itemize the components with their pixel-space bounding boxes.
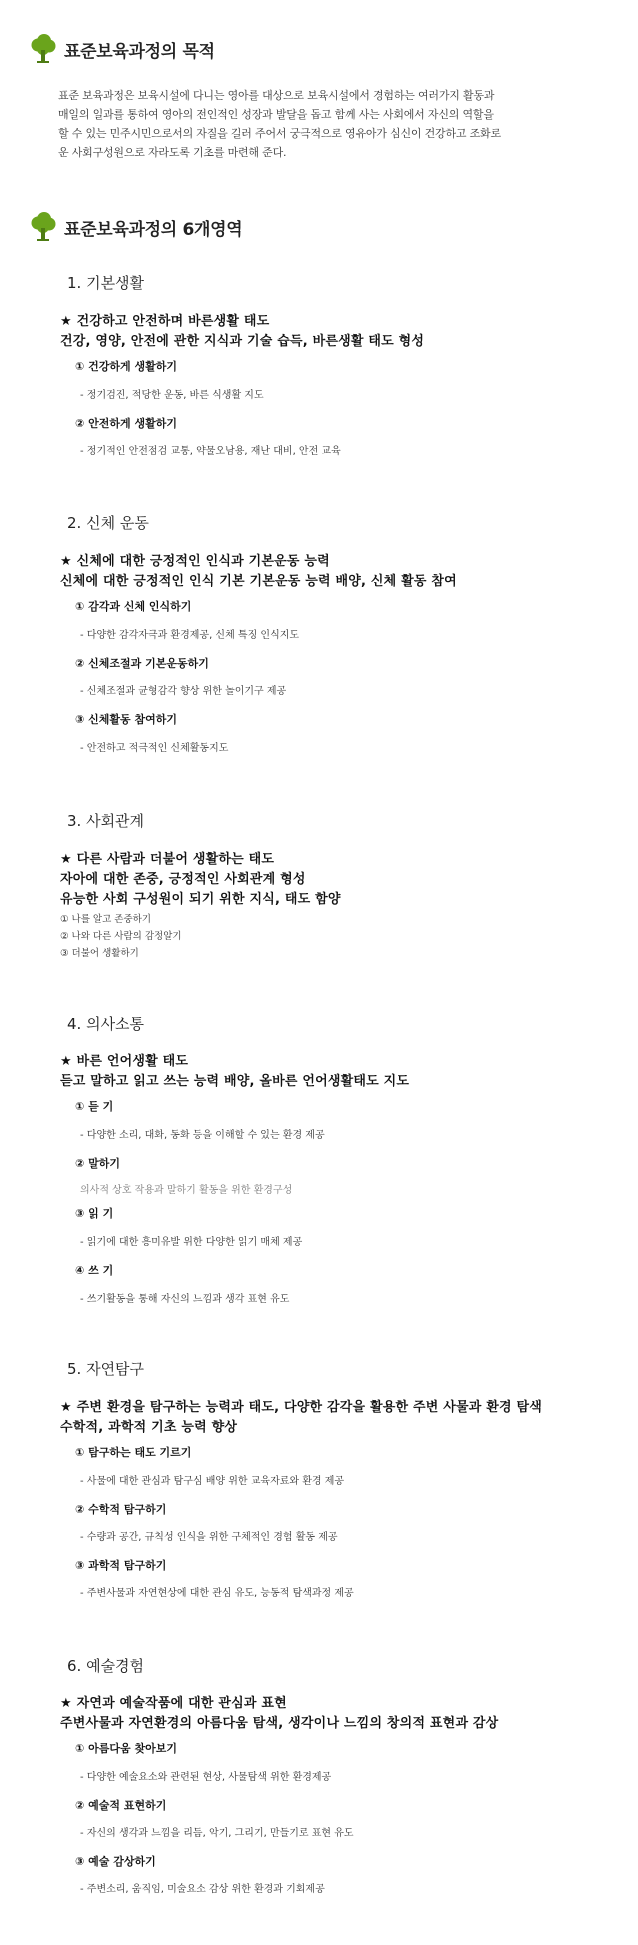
area-4-bold-line: ★ 바른 언어생활 태도 <box>60 1054 189 1069</box>
purpose-line: 매일의 일과를 통하여 영아의 전인적인 성장과 발달을 돕고 함께 사는 사회에서 자신의 역할을 <box>58 108 494 121</box>
area-4-item-desc: 의사적 상호 작용과 말하기 활동을 위한 환경구성 <box>80 1185 293 1196</box>
area-2-bold-line: 신체에 대한 긍정적인 인식 기본 기본운동 능력 배양, 신체 활동 참여 <box>60 574 457 589</box>
area-1-item-desc: - 정기검진, 적당한 운동, 바른 식생활 지도 <box>80 390 264 401</box>
purpose-heading <box>30 32 215 66</box>
area-5-item-desc: - 수량과 공간, 규칙성 인식을 위한 구체적인 경험 활동 제공 <box>80 1532 338 1543</box>
area-6-item-title: ③ 예술 감상하기 <box>75 1855 156 1868</box>
area-2-item-desc: - 다양한 감각자극과 환경제공, 신체 특징 인식지도 <box>80 630 300 641</box>
area-3-item: ① 나를 알고 존중하기 <box>60 914 151 925</box>
area-6-title: 6. 예술경험 <box>67 1657 145 1675</box>
area-6-item-desc: - 다양한 예술요소와 관련된 현상, 사물탐색 위한 환경제공 <box>80 1772 332 1783</box>
area-3-title: 3. 사회관계 <box>67 812 145 830</box>
area-2-item-title: ① 감각과 신체 인식하기 <box>75 600 192 613</box>
area-3-item: ② 나와 다른 사람의 감정알기 <box>60 931 182 942</box>
area-5-item-desc: - 사물에 대한 관심과 탐구심 배양 위한 교육자료와 환경 제공 <box>80 1476 345 1487</box>
area-4-item-title: ③ 읽 기 <box>75 1207 114 1220</box>
areas-title: 표준보육과정의 6개영역 <box>64 219 243 240</box>
purpose-paragraph <box>58 86 606 162</box>
area-4-item-title: ① 듣 기 <box>75 1100 114 1113</box>
area-4-item-title: ④ 쓰 기 <box>75 1264 114 1277</box>
tree-icon <box>30 212 56 242</box>
area-2-item-desc: - 신체조절과 균형감각 향상 위한 놀이기구 제공 <box>80 686 287 697</box>
area-4-title: 4. 의사소통 <box>67 1015 145 1033</box>
area-5-item-desc: - 주변사물과 자연현상에 대한 관심 유도, 능동적 탐색과정 제공 <box>80 1588 354 1599</box>
area-5-item-title: ② 수학적 탐구하기 <box>75 1503 167 1516</box>
area-4-bold-line: 듣고 말하고 읽고 쓰는 능력 배양, 올바른 언어생활태도 지도 <box>60 1074 410 1089</box>
tree-icon <box>30 34 56 64</box>
area-2-bold-line: ★ 신체에 대한 긍정적인 인식과 기본운동 능력 <box>60 554 330 569</box>
purpose-line: 운 사회구성원으로 자라도록 기초를 마련해 준다. <box>58 146 287 159</box>
area-1-title: 1. 기본생활 <box>67 274 145 292</box>
purpose-title: 표준보육과정의 목적 <box>64 41 215 62</box>
area-2-item-desc: - 안전하고 적극적인 신체활동지도 <box>80 743 229 754</box>
area-5-item-title: ③ 과학적 탐구하기 <box>75 1559 167 1572</box>
area-2-item-title: ② 신체조절과 기본운동하기 <box>75 657 209 670</box>
area-4-item-title: ② 말하기 <box>75 1157 121 1170</box>
area-1-item-desc: - 정기적인 안전점검 교통, 약물오남용, 재난 대비, 안전 교육 <box>80 446 341 457</box>
area-6-item-desc: - 자신의 생각과 느낌을 리듬, 악기, 그리기, 만들기로 표현 유도 <box>80 1828 354 1839</box>
area-2-item-title: ③ 신체활동 참여하기 <box>75 713 177 726</box>
area-5-title: 5. 자연탐구 <box>67 1360 145 1378</box>
area-6-item-title: ① 아름다움 찾아보기 <box>75 1742 177 1755</box>
area-4-item-desc: - 다양한 소리, 대화, 동화 등을 이해할 수 있는 환경 제공 <box>80 1130 325 1141</box>
area-6-item-title: ② 예술적 표현하기 <box>75 1799 167 1812</box>
area-1-item-title: ② 안전하게 생활하기 <box>75 417 177 430</box>
area-1-bold-line: 건강, 영양, 안전에 관한 지식과 기술 습득, 바른생활 태도 형성 <box>60 334 425 349</box>
area-5-bold-line: ★ 주변 환경을 탐구하는 능력과 태도, 다양한 감각을 활용한 주변 사물과 환경 탐색 <box>60 1400 542 1415</box>
areas-heading <box>30 210 242 244</box>
area-1-item-title: ① 건강하게 생활하기 <box>75 360 177 373</box>
area-4-item-desc: - 읽기에 대한 흥미유발 위한 다양한 읽기 매체 제공 <box>80 1237 303 1248</box>
area-3-bold-line: ★ 다른 사람과 더불어 생활하는 태도 <box>60 852 275 867</box>
area-4-item-desc: - 쓰기활동을 통해 자신의 느낌과 생각 표현 유도 <box>80 1294 290 1305</box>
area-5-bold-line: 수학적, 과학적 기초 능력 향상 <box>60 1420 238 1435</box>
area-6-bold-line: ★ 자연과 예술작품에 대한 관심과 표현 <box>60 1696 287 1711</box>
area-1-bold-line: ★ 건강하고 안전하며 바른생활 태도 <box>60 314 270 329</box>
purpose-line: 할 수 있는 민주시민으로서의 자질을 길러 주어서 궁극적으로 영유아가 심신이 건강하고 조화로 <box>58 127 501 140</box>
area-3-item: ③ 더불어 생활하기 <box>60 948 139 959</box>
area-2-title: 2. 신체 운동 <box>67 514 149 532</box>
area-6-item-desc: - 주변소리, 움직임, 미술요소 감상 위한 환경과 기회제공 <box>80 1884 325 1895</box>
area-5-item-title: ① 탐구하는 태도 기르기 <box>75 1446 192 1459</box>
purpose-line: 표준 보육과정은 보육시설에 다니는 영아를 대상으로 보육시설에서 경험하는 여러가지 활동과 <box>58 89 495 102</box>
area-3-bold-line: 자아에 대한 존중, 긍정적인 사회관계 형성 <box>60 872 306 887</box>
area-6-bold-line: 주변사물과 자연환경의 아름다움 탐색, 생각이나 느낌의 창의적 표현과 감상 <box>60 1716 499 1731</box>
area-3-bold-line: 유능한 사회 구성원이 되기 위한 지식, 태도 함양 <box>60 892 341 907</box>
